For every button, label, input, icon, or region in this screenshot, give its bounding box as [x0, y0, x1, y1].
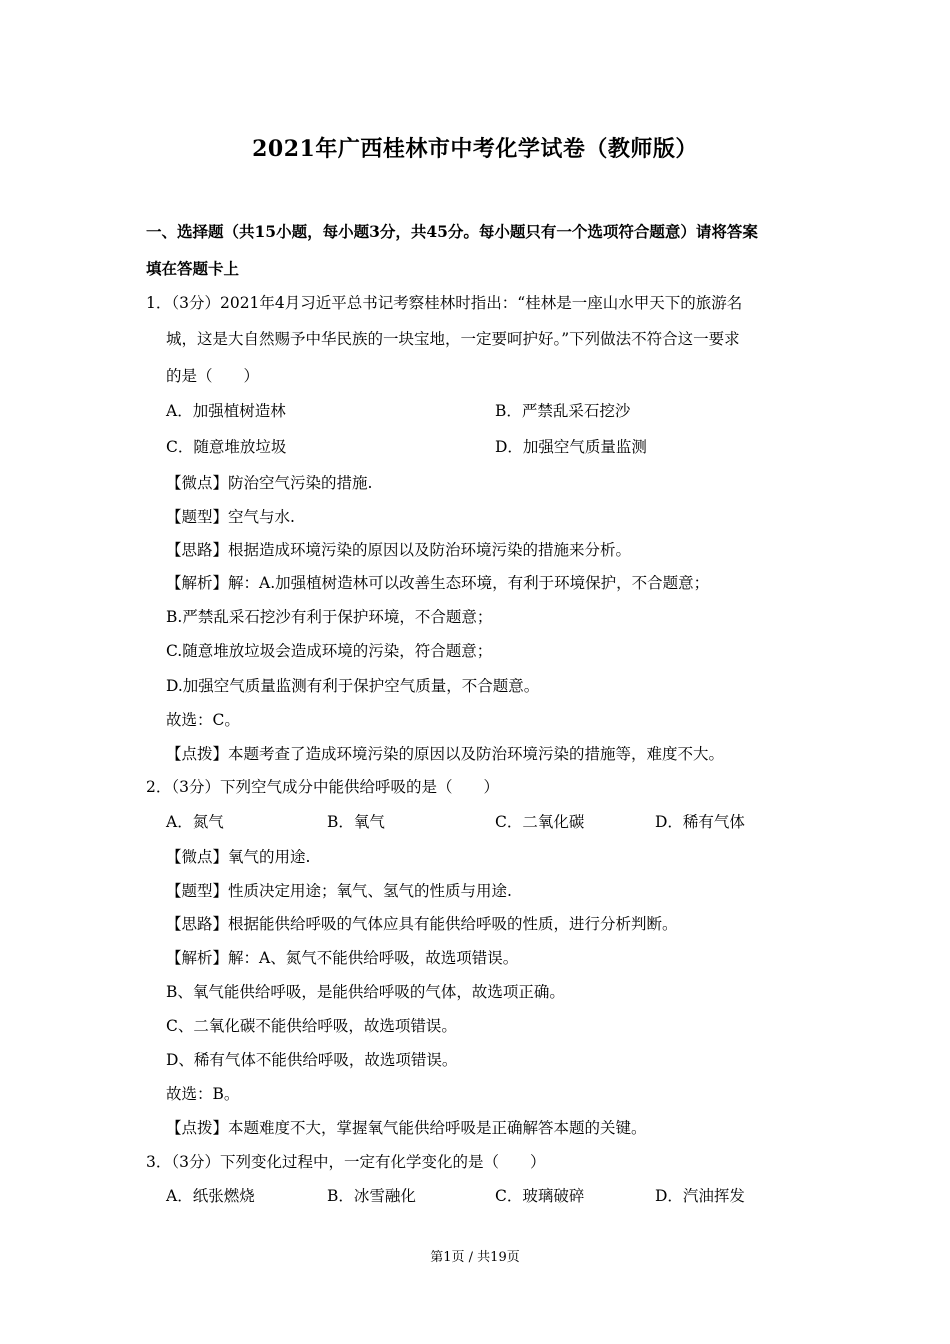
q1-option-a: A．加强植树造林	[166, 402, 286, 420]
q3-option-b: B．冰雪融化	[327, 1187, 416, 1205]
q1-approach: 【思路】根据造成环境污染的原因以及防治环境污染的措施来分析。	[166, 541, 632, 559]
q1-key-point: 【微点】防治空气污染的措施.	[166, 474, 373, 492]
q2-analysis-line4: D、稀有气体不能供给呼吸，故选项错误。	[166, 1051, 458, 1069]
q1-stem-line1: 1．（3分）2021年4月习近平总书记考察桂林时指出：“桂林是一座山水甲天下的旅游名	[146, 294, 743, 312]
q1-answer: 故选：C。	[166, 711, 240, 729]
page-footer: 第1页 / 共19页	[430, 1250, 520, 1265]
section-heading-line1: 一、选择题（共15小题，每小题3分，共45分。每小题只有一个选项符合题意）请将答案	[146, 222, 758, 241]
q2-option-b: B．氧气	[327, 813, 385, 831]
q2-comment: 【点拨】本题难度不大，掌握氧气能供给呼吸是正确解答本题的关键。	[166, 1119, 647, 1137]
q1-option-c: C．随意堆放垃圾	[166, 438, 287, 456]
q3-option-d: D．汽油挥发	[655, 1187, 745, 1205]
q2-analysis-line2: B、氧气能供给呼吸，是能供给呼吸的气体，故选项正确。	[166, 983, 565, 1001]
q3-option-a: A．纸张燃烧	[166, 1187, 255, 1205]
q2-approach: 【思路】根据能供给呼吸的气体应具有能供给呼吸的性质，进行分析判断。	[166, 915, 678, 933]
q1-analysis-line4: D.加强空气质量监测有利于保护空气质量，不合题意。	[166, 677, 540, 695]
q2-key-point: 【微点】氧气的用途.	[166, 848, 311, 866]
page-title: 2021年广西桂林市中考化学试卷（教师版）	[252, 136, 698, 162]
q2-analysis-line3: C、二氧化碳不能供给呼吸，故选项错误。	[166, 1017, 457, 1035]
q1-option-b: B．严禁乱采石挖沙	[495, 402, 631, 420]
q2-analysis-line1: 【解析】解：A、氮气不能供给呼吸，故选项错误。	[166, 949, 519, 967]
q1-stem-line2: 城，这是大自然赐予中华民族的一块宝地，一定要呵护好。”下列做法不符合这一要求	[166, 330, 740, 348]
q2-question-type: 【题型】性质决定用途；氧气、氢气的性质与用途.	[166, 882, 512, 900]
q1-analysis-line3: C.随意堆放垃圾会造成环境的污染，符合题意；	[166, 642, 493, 660]
q1-question-type: 【题型】空气与水.	[166, 508, 295, 526]
q2-answer: 故选：B。	[166, 1085, 240, 1103]
q2-option-a: A．氮气	[166, 813, 224, 831]
q2-stem-line1: 2．（3分）下列空气成分中能供给呼吸的是（ ）	[146, 778, 499, 796]
q1-analysis-line1: 【解析】解：A.加强植树造林可以改善生态环境，有利于环境保护，不合题意；	[166, 574, 710, 592]
section-heading-line2: 填在答题卡上	[146, 259, 240, 278]
q2-option-d: D．稀有气体	[655, 813, 745, 831]
q1-analysis-line2: B.严禁乱采石挖沙有利于保护环境，不合题意；	[166, 608, 493, 626]
q1-option-d: D．加强空气质量监测	[495, 438, 647, 456]
q3-stem-line1: 3．（3分）下列变化过程中，一定有化学变化的是（ ）	[146, 1153, 546, 1171]
q3-option-c: C．玻璃破碎	[495, 1187, 585, 1205]
q1-comment: 【点拨】本题考查了造成环境污染的原因以及防治环境污染的措施等，难度不大。	[166, 745, 725, 763]
q1-stem-line3: 的是（ ）	[166, 367, 260, 385]
q2-option-c: C．二氧化碳	[495, 813, 585, 831]
